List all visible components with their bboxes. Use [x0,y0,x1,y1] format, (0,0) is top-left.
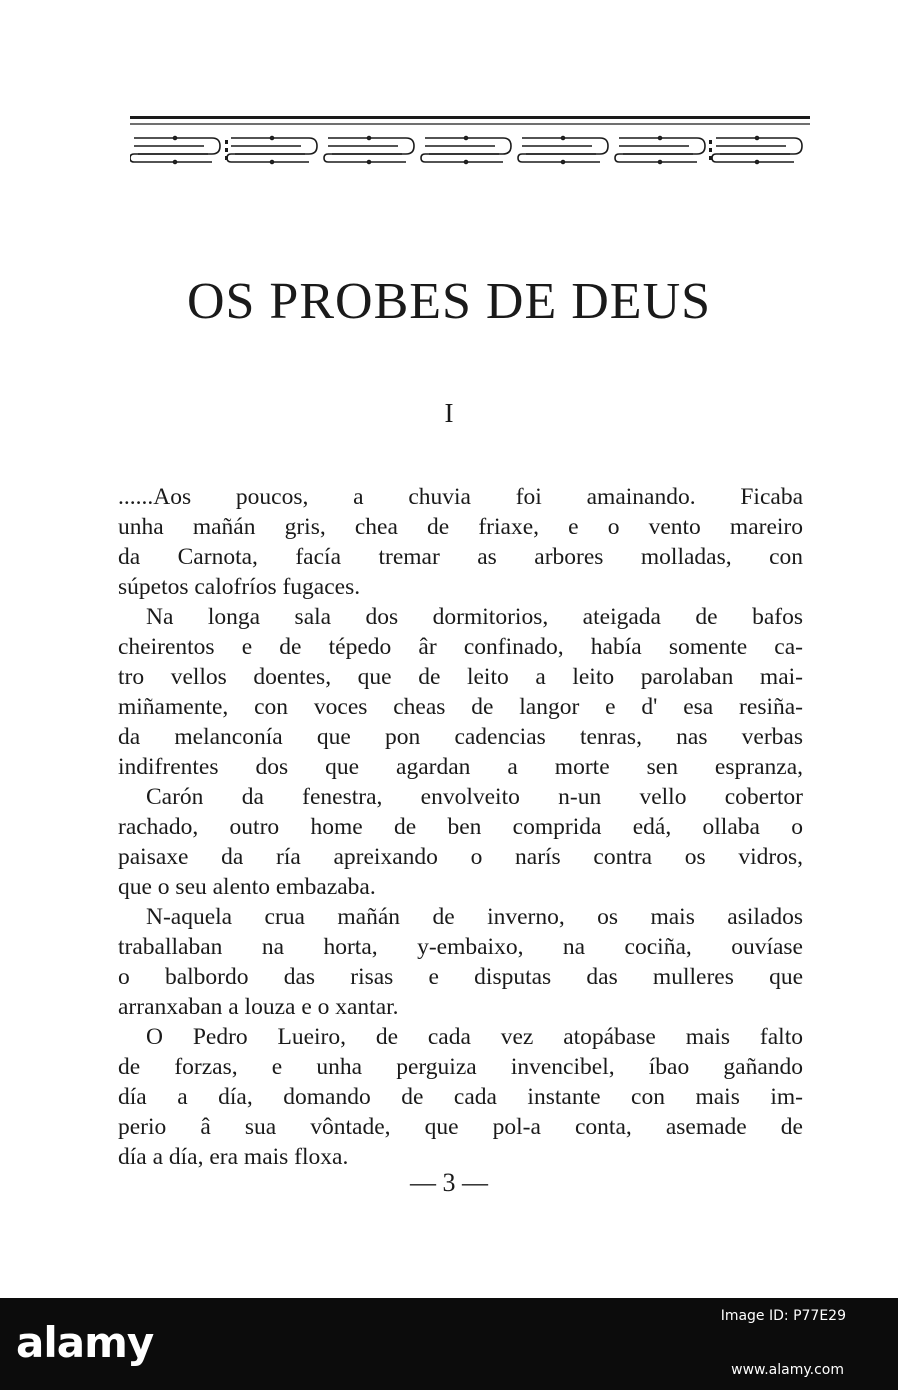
text-line: día a día, era mais floxa. [118,1144,349,1170]
watermark-footer [0,1298,898,1390]
body-text [118,482,803,1172]
text-line: día a día, domando de cada instante con mais im- [118,1084,803,1110]
text-line: traballaban na horta, y-embaixo, na cociña, ouvíase [118,934,803,960]
text-line: perio â sua vôntade, que pol-a conta, asemade de [118,1114,803,1140]
text-line: Na longa sala dos dormitorios, ateigada de bafos [146,604,803,630]
text-line: O Pedro Lueiro, de cada vez atopábase mais falto [146,1024,803,1050]
text-line: miñamente, con voces cheas de langor e d' esa resiña- [118,694,803,720]
text-line: que o seu alento embazaba. [118,874,376,900]
chapter-number: I [444,398,454,428]
text-line: de forzas, e unha perguiza invencibel, íbao gañando [118,1054,803,1080]
text-line: indifrentes dos que agardan a morte sen espranza, [118,754,803,780]
text-line: o balbordo das risas e disputas das mulleres que [118,964,803,990]
text-line: tro vellos doentes, que de leito a leito parolaban mai- [118,664,803,690]
image-id: Image ID: P77E29 [720,1308,846,1324]
page-number: — 3 — [410,1168,488,1197]
text-line: Carón da fenestra, envolveito n-un vello cobertor [146,784,803,810]
text-line: arranxaban a louza e o xantar. [118,994,399,1020]
text-line: paisaxe da ría apreixando o narís contra os vidros, [118,844,803,870]
site-url[interactable]: www.alamy.com [731,1362,844,1378]
text-line: N-aquela crua mañán de inverno, os mais asilados [146,904,803,930]
text-line: ......Aos poucos, a chuvia foi amainando. Ficaba [118,484,803,510]
text-line: cheirentos e de tépedo âr confinado, había somente ca- [118,634,803,660]
text-line: da Carnota, facía tremar as arbores molladas, con [118,544,803,570]
text-line: da melanconía que pon cadencias tenras, nas verbas [118,724,803,750]
text-line: rachado, outro home de ben comprida edá, ollaba o [118,814,803,840]
text-line: súpetos calofríos fugaces. [118,574,361,600]
ornamental-header-icon [130,116,810,172]
alamy-logo-icon[interactable]: alamy [16,1318,154,1367]
text-line: unha mañán gris, chea de friaxe, e o vento mareiro [118,514,803,540]
page-title: OS PROBES DE DEUS [186,273,712,330]
